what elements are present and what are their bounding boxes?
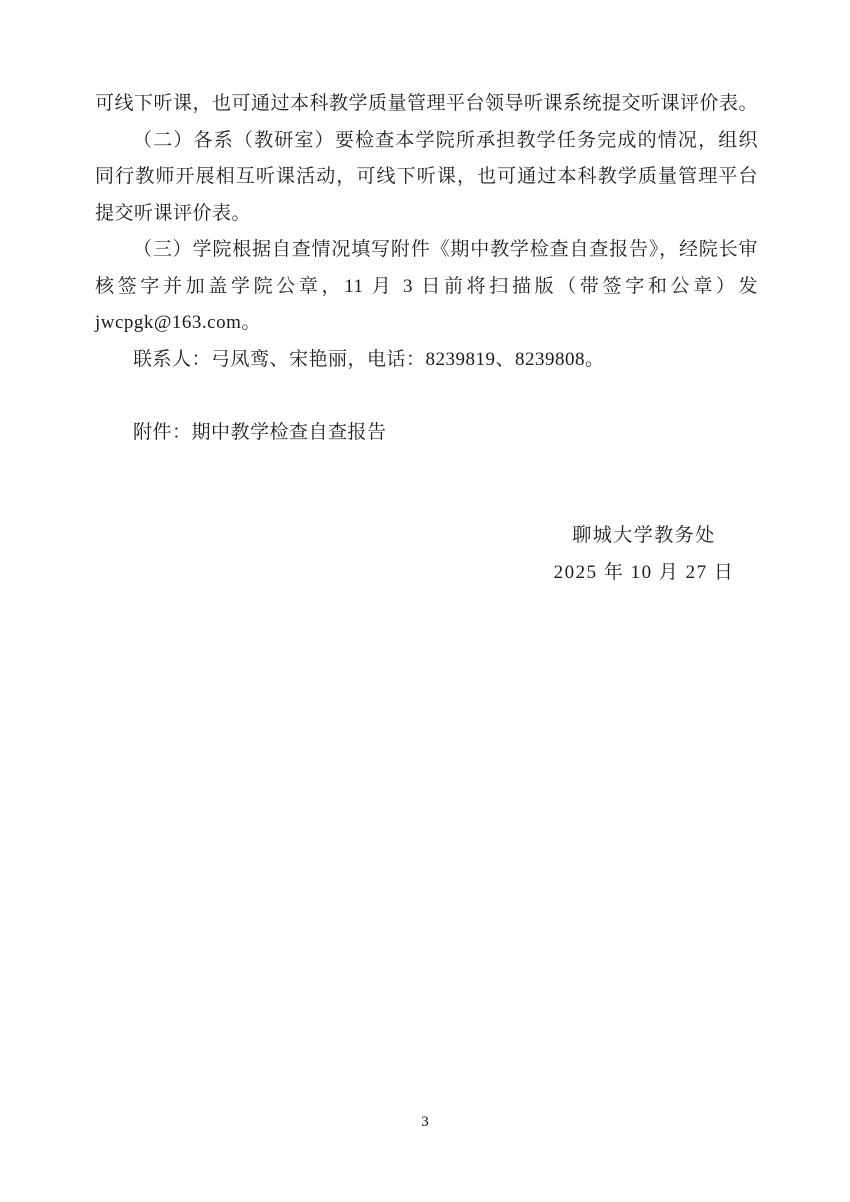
body-line-contacts: 联系人：弓凤鸾、宋艳丽，电话：8239819、8239808。 <box>133 348 605 370</box>
body-line-email: jwcpgk@163.com。 <box>95 312 261 333</box>
blank-line <box>95 378 758 415</box>
signature-org: 聊城大学教务处 <box>572 525 716 546</box>
page-number: 3 <box>421 1114 429 1130</box>
document-body <box>95 86 758 451</box>
signature-block <box>530 517 758 591</box>
body-line-attachment: 附件：期中教学检查自查报告 <box>133 421 387 443</box>
body-line-item2-mid: 同行教师开展相互听课活动，可线下听课，也可通过本科教学质量管理平台 <box>95 166 758 187</box>
body-line-item2-start: （二）各系（教研室）要检查本学院所承担教学任务完成的情况，组织 <box>133 129 758 151</box>
body-line-item2-end: 提交听课评价表。 <box>95 202 252 224</box>
signature-date: 2025 年 10 月 27 日 <box>553 562 735 583</box>
body-line-continuation: 可线下听课，也可通过本科教学质量管理平台领导听课系统提交听课评价表。 <box>95 93 759 114</box>
body-line-item3-start: （三）学院根据自查情况填写附件《期中教学检查自查报告》，经院长审 <box>133 239 758 260</box>
body-line-item3-mid: 核签字并加盖学院公章，11 月 3 日前将扫描版（带签字和公章）发 <box>95 275 758 297</box>
